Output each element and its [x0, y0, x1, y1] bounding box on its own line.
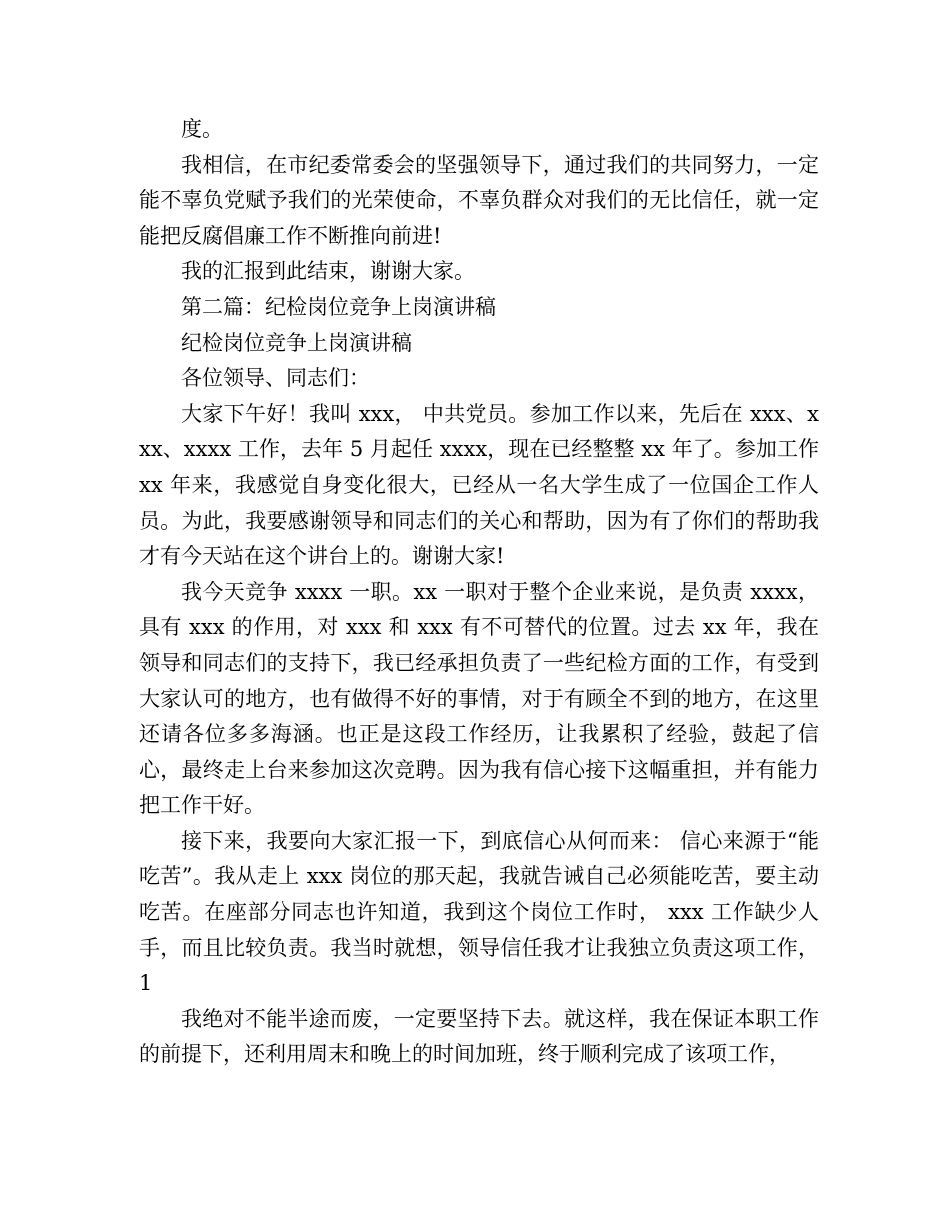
- paragraph: 我绝对不能半途而废，一定要坚持下去。就这样，我在保证本职工作的前提下，还利用周末和晚上的时间加班，终于顺利完成了该项工作，: [139, 1006, 819, 1067]
- paragraph: 我相信，在市纪委常委会的坚强领导下，通过我们的共同努力，一定能不辜负党赋予我们的光荣使命，不辜负群众对我们的无比信任，就一定能把反腐倡廉工作不断推向前进!: [139, 152, 819, 248]
- salutation: 各位领导、同志们：: [181, 366, 370, 391]
- section-heading: 第二篇：纪检岗位竞争上岗演讲稿: [181, 294, 496, 319]
- paragraph: 大家下午好！我叫 xxx， 中共党员。参加工作以来，先后在 xxx、xxx、xxxx 工作，去年 5 月起任 xxxx，现在已经整整 xx 年了。参加工作 xx 年来，我感觉自身变化很大，已经从一名大学生成了一位国企工作人员。为此，我要感谢领导和同志们的关心和帮助，因为有了你们的帮助我才有今天站在这个讲台上的。谢谢大家!: [139, 401, 819, 569]
- paragraph: 接下来，我要向大家汇报一下，到底信心从何而来： 信心来源于“能吃苦”。我从走上 xxx 岗位的那天起，我就告诫自己必须能吃苦，要主动吃苦。在座部分同志也许知道，我到这个岗位工作时， xxx 工作缺少人手，而且比较负责。我当时就想，领导信任我才让我独立负责这项工作， 1: [139, 828, 819, 996]
- section-title: 纪检岗位竞争上岗演讲稿: [181, 330, 412, 355]
- paragraph: 度。: [181, 117, 223, 141]
- document-body: [139, 112, 819, 1073]
- paragraph: 我的汇报到此结束，谢谢大家。: [181, 259, 475, 284]
- paragraph: 我今天竞争 xxxx 一职。xx 一职对于整个企业来说，是负责 xxxx，具有 xxx 的作用，对 xxx 和 xxx 有不可替代的位置。过去 xx 年，我在领导和同志们的支持下，我已经承担负责了一些纪检方面的工作，有受到大家认可的地方，也有做得不好的事情，对于有顾全不到的地方，在这里还请各位多多海涵。也正是这段工作经历，让我累积了经验，鼓起了信心，最终走上台来参加这次竞聘。因为我有信心接下这幅重担，并有能力把工作干好。: [139, 579, 819, 818]
